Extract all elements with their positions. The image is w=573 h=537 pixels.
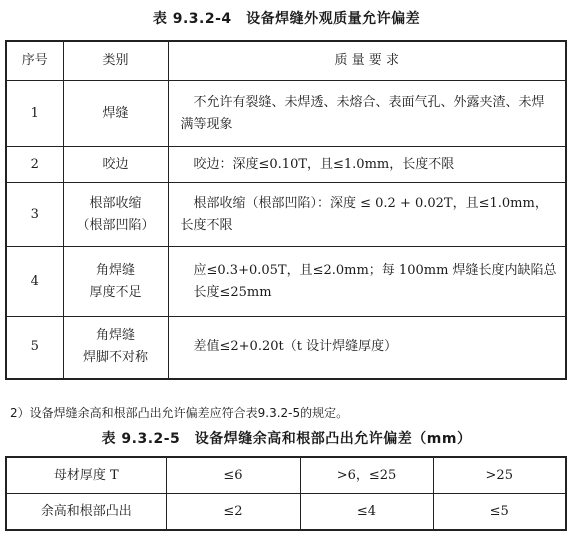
- table-cell: >25: [433, 457, 566, 494]
- table-row: [6, 147, 566, 183]
- row-category: 角焊缝 焊脚不对称: [63, 317, 168, 379]
- row-no: 4: [6, 247, 63, 317]
- row-requirement: 应≤0.3+0.05T，且≤2.0mm；每 100mm 焊缝长度内缺陷总长度≤25mm: [168, 247, 566, 317]
- row-requirement: 不允许有裂缝、未焊透、未熔合、表面气孔、外露夹渣、未焊满等现象: [168, 81, 566, 147]
- row-no: 3: [6, 183, 63, 247]
- table-row: [6, 457, 566, 494]
- row-requirement: 咬边：深度≤0.10T，且≤1.0mm，长度不限: [168, 147, 566, 183]
- table-cell: ≤2: [166, 494, 300, 531]
- table-cell: ≤4: [300, 494, 433, 531]
- table-row: [6, 81, 566, 147]
- table-caption: 表 9.3.2-4 设备焊缝外观质量允许偏差: [152, 11, 421, 27]
- table-row: [6, 247, 566, 317]
- row-category: 咬边: [63, 147, 168, 183]
- row-category: 角焊缝 厚度不足: [63, 247, 168, 317]
- row-category: 根部收缩 （根部凹陷）: [63, 183, 168, 247]
- row-no: 2: [6, 147, 63, 183]
- table-header-row: [6, 41, 566, 81]
- weld-reinforcement-table: [5, 456, 567, 531]
- row-no: 1: [6, 81, 63, 147]
- table-cell: >6，≤25: [300, 457, 433, 494]
- table-row: [6, 183, 566, 247]
- row-requirement: 差值≤2+0.20t（t 设计焊缝厚度）: [168, 317, 566, 379]
- table-caption: 表 9.3.2-5 设备焊缝余高和根部凸出允许偏差（mm）: [101, 431, 472, 447]
- row-no: 5: [6, 317, 63, 379]
- table-cell: ≤5: [433, 494, 566, 531]
- weld-appearance-table: [5, 40, 567, 380]
- header-no: 序号: [6, 41, 63, 81]
- header-category: 类别: [63, 41, 168, 81]
- row-requirement: 根部收缩（根部凹陷）：深度 ≤ 0.2 + 0.02T，且≤1.0mm，长度不限: [168, 183, 566, 247]
- table-cell: ≤6: [166, 457, 300, 494]
- table-cell: 母材厚度 T: [6, 457, 166, 494]
- table-cell: 余高和根部凸出: [6, 494, 166, 531]
- table-row: [6, 494, 566, 531]
- header-requirement: 质 量 要 求: [168, 41, 566, 81]
- row-category: 焊缝: [63, 81, 168, 147]
- table-row: [6, 317, 566, 379]
- note-text: 2）设备焊缝余高和根部凸出允许偏差应符合表9.3.2-5的规定。: [10, 406, 349, 420]
